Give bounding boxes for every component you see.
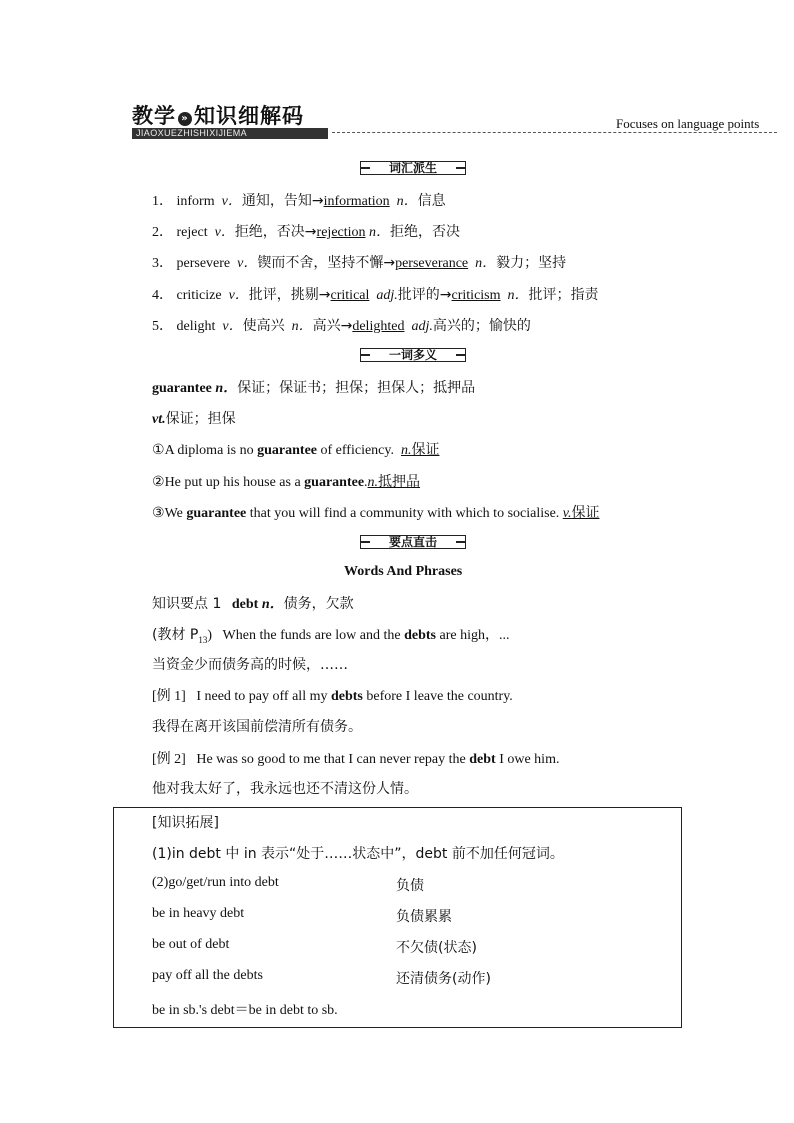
vocab-row-4: 4． criticize v．批评，挑剔→critical adj.批评的→criticism n．批评；指责 xyxy=(152,287,599,303)
header-title-a: 教学 xyxy=(132,104,176,128)
keypoints-heading: Words And Phrases xyxy=(344,564,463,579)
section-badge-keypoints: 要点直击 xyxy=(360,535,466,549)
polysemy-answer: n.保证 xyxy=(400,442,440,458)
extension-row-cn: 负债 xyxy=(396,878,424,894)
textbook-source-translation: 当资金少而债务高的时候，…… xyxy=(152,657,348,673)
vocab-row-3: 3． persevere v．锲而不舍，坚持不懈→perseverance n．毅力；坚持 xyxy=(152,255,567,271)
vocab-row-5: 5． delight v．使高兴 n．高兴→delighted adj.高兴的；愉快的 xyxy=(152,318,531,334)
polysemy-example-3: ③We guarantee that you will find a community with which to socialise. v.保证 xyxy=(152,505,600,521)
section-badge-vocab: 词汇派生 xyxy=(360,161,466,175)
vocab-answer: perseverance xyxy=(395,256,469,271)
textbook-source-line: (教材 $P_{13}$) When the funds are low and the debts are high，... xyxy=(152,627,510,645)
vocab-answer: criticism xyxy=(451,288,501,303)
extension-row-en: pay off all the debts xyxy=(152,968,263,983)
example-1-translation: 我得在离开该国前偿清所有债务。 xyxy=(152,719,362,735)
extension-row-en: be out of debt xyxy=(152,937,230,952)
knowledge-point-1: 知识要点 1 debt n．债务，欠款 xyxy=(152,596,354,612)
vocab-row-1: 1． inform v．通知，告知→information n．信息 xyxy=(152,193,446,209)
vocab-answer: information xyxy=(323,194,390,209)
extension-row-en: (2)go/get/run into debt xyxy=(152,875,279,890)
section-badge-polysemy: 一词多义 xyxy=(360,348,466,362)
extension-row-en: be in heavy debt xyxy=(152,906,245,921)
vocab-answer: critical xyxy=(330,288,370,303)
extension-title: [知识拓展] xyxy=(152,815,219,831)
extension-note: (1)in debt 中 in 表示“处于……状态中”，debt 前不加任何冠词。 xyxy=(152,846,564,862)
vocab-answer: delighted xyxy=(352,319,405,334)
vocab-answer: rejection xyxy=(316,225,366,240)
extension-row-cn: 负债累累 xyxy=(396,909,452,925)
polysemy-def-noun: guarantee n．保证；保证书；担保；担保人；抵押品 xyxy=(152,380,476,396)
polysemy-example-2: ②He put up his house as a guarantee.n.抵押品 xyxy=(152,474,421,490)
arrow-bullet-icon: » xyxy=(178,112,192,126)
vocab-row-2: 2． reject v．拒绝，否决→rejection n．拒绝，否决 xyxy=(152,224,461,240)
header-title-b: 知识细解码 xyxy=(194,104,304,128)
header-pinyin: JIAOXUEZHISHIXIJIEMA xyxy=(132,128,328,139)
polysemy-answer: v.保证 xyxy=(562,505,600,521)
header-right-caption: Focuses on language points xyxy=(616,116,760,131)
polysemy-answer: n.抵押品 xyxy=(367,474,421,490)
example-2: [例 2] He was so good to me that I can never repay the debt I owe him. xyxy=(152,752,560,767)
header-title xyxy=(132,100,304,130)
extension-row-cn: 不欠债(状态) xyxy=(396,940,477,956)
extension-row-cn: 还清债务(动作) xyxy=(396,971,491,987)
polysemy-def-verb: vt.保证；担保 xyxy=(152,411,236,427)
header-divider xyxy=(332,132,777,133)
polysemy-example-1: ①A diploma is no guarantee of efficiency. n.保证 xyxy=(152,442,440,458)
example-1: [例 1] I need to pay off all my debts before I leave the country. xyxy=(152,689,513,704)
extension-last-line: be in sb.'s debt＝be in debt to sb. xyxy=(152,1003,338,1018)
example-2-translation: 他对我太好了，我永远也还不清这份人情。 xyxy=(152,781,418,797)
